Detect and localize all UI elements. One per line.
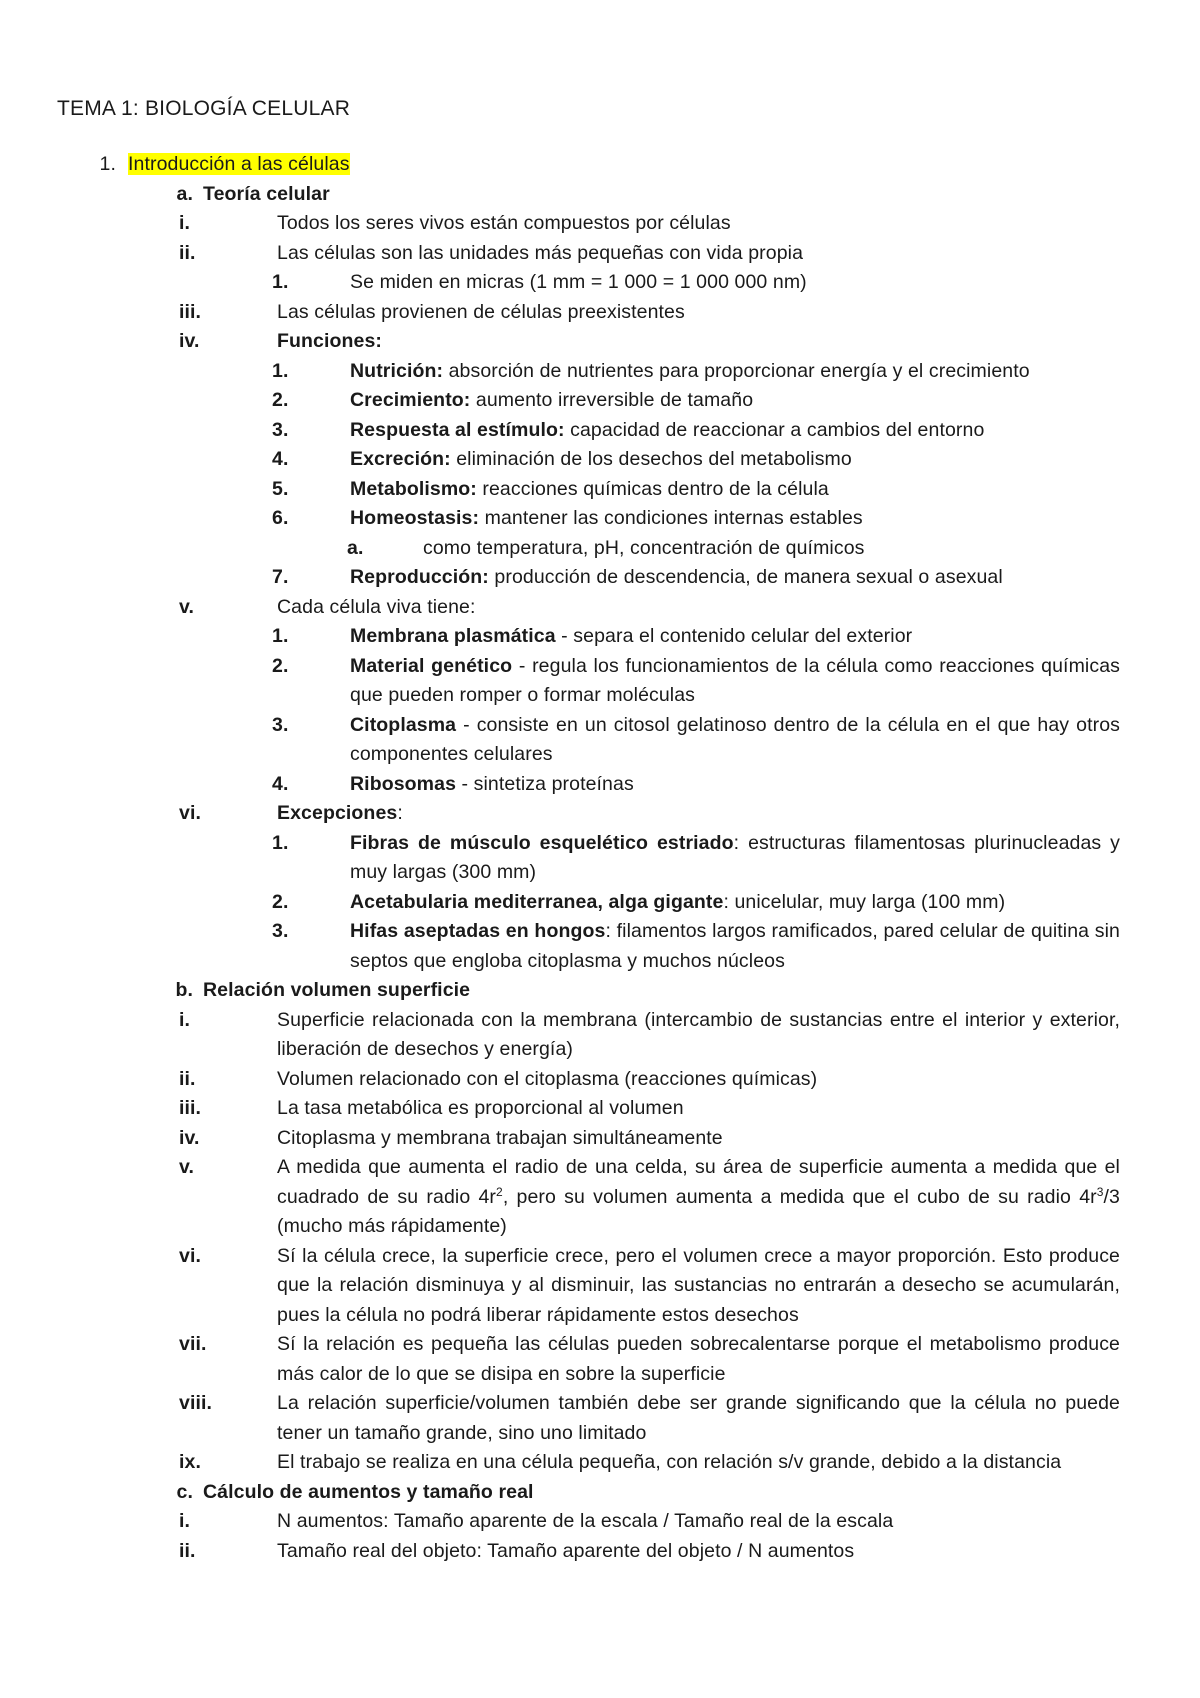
item-text: : [397, 802, 403, 824]
list-item [179, 1242, 1120, 1331]
list-item-text [277, 1540, 854, 1562]
list-item [272, 711, 1120, 770]
item-lead: Relación volumen superficie [203, 979, 471, 1001]
item-text: A medida que aumenta el radio de una celda, su área de superficie aumenta a medida que el cuadrado de su radio 4r [277, 1156, 1120, 1208]
item-text: Las células son las unidades más pequeñas con vida propia [277, 241, 804, 264]
item-text: Se miden en micras (1 mm = 1 000 = 1 000 000 nm) [350, 271, 807, 293]
list-item [179, 1330, 1120, 1389]
list-item-text [277, 1245, 1120, 1326]
list-marker: 3. [272, 418, 289, 441]
list-marker: 1. [272, 271, 289, 293]
item-text-cont: , pero su volumen aumenta a medida que el cubo de su radio 4r [502, 1185, 1097, 1208]
list-item [272, 357, 1120, 387]
list-marker: i. [179, 1510, 191, 1532]
list-item [272, 504, 1120, 534]
list-marker: vii. [179, 1333, 207, 1355]
list-item-text [277, 1156, 1120, 1237]
item-text: Citoplasma y membrana trabajan simultáneamente [277, 1126, 723, 1149]
list-marker: 2. [272, 389, 289, 411]
list-item-text [350, 448, 852, 470]
item-text: - consiste en un citosol gelatinoso dentro de la célula en el que hay otros componentes celulares [350, 713, 1120, 765]
item-lead: Acetabularia mediterranea, alga gigante [350, 890, 724, 913]
list-marker: 4. [272, 448, 289, 470]
item-text: Superficie relacionada con la membrana (intercambio de sustancias entre el interior y exterior, liberación de desechos y energía) [277, 1008, 1120, 1060]
list-marker: ii. [179, 1067, 196, 1090]
list-item-text [277, 1127, 723, 1149]
list-item-text [277, 1097, 684, 1119]
list-item [272, 563, 1120, 593]
list-item [272, 416, 1120, 446]
list-item [179, 1153, 1120, 1242]
item-lead: Membrana plasmática [350, 625, 556, 647]
list-item [179, 1094, 1120, 1124]
item-lead: Teoría celular [203, 182, 330, 205]
list-marker: iii. [179, 300, 202, 323]
item-text: absorción de nutrientes para proporcionar energía y el crecimiento [443, 359, 1030, 382]
item-text: N aumentos: Tamaño aparente de la escala / Tamaño real de la escala [277, 1510, 894, 1532]
list-marker: 3. [272, 920, 289, 942]
item-text: Introducción a las células [128, 153, 350, 175]
list-item-text [203, 183, 330, 205]
list-marker: 2. [272, 654, 289, 677]
list-marker: 7. [272, 566, 289, 588]
list-item [272, 770, 1120, 800]
list-item-text [277, 596, 476, 618]
list-item-text [203, 1481, 534, 1503]
item-lead: Excreción: [350, 448, 451, 470]
item-text: La relación superficie/volumen también debe ser grande significando que la célula no puede tener un tamaño grande, sino uno limitado [277, 1392, 1120, 1444]
list-item-text [350, 773, 634, 795]
item-text: : estructuras filamentosas plurinucleadas y muy largas (300 mm) [350, 831, 1121, 883]
item-text: - regula los funcionamientos de la célula como reacciones químicas que pueden romper o formar moléculas [350, 654, 1120, 706]
list-item [179, 1507, 1120, 1537]
list-item [272, 829, 1121, 888]
list-item-text [128, 153, 350, 175]
list-item-text [277, 330, 382, 352]
list-item-text [350, 507, 863, 529]
item-text: Las células provienen de células preexistentes [277, 300, 685, 323]
list-marker: viii. [179, 1392, 213, 1414]
item-text: capacidad de reaccionar a cambios del entorno [564, 418, 985, 441]
list-item-text [203, 979, 470, 1001]
list-item [179, 327, 1120, 357]
item-text: aumento irreversible de tamaño [470, 389, 754, 411]
item-lead: Material genético [350, 654, 513, 677]
list-item-text [350, 360, 1030, 382]
list-item [272, 917, 1120, 976]
item-lead: Metabolismo: [350, 477, 477, 500]
item-text: mantener las condiciones internas estables [479, 507, 863, 529]
item-lead: Cálculo de aumentos y tamaño real [203, 1480, 534, 1503]
list-item-text [277, 1333, 1120, 1385]
list-marker: 5. [272, 477, 289, 500]
list-item [272, 622, 1120, 652]
list-marker: i. [179, 1008, 191, 1031]
item-lead: Excepciones [277, 802, 398, 824]
list-item [175, 976, 1120, 1006]
list-item-text [350, 832, 1120, 884]
list-item [347, 534, 1120, 564]
item-lead: Crecimiento: [350, 389, 471, 411]
list-marker: v. [179, 595, 195, 618]
list-item [179, 1389, 1120, 1448]
list-item [272, 888, 1120, 918]
item-text: como temperatura, pH, concentración de químicos [423, 536, 865, 559]
list-marker: 1. [99, 153, 116, 175]
list-marker: 4. [272, 772, 289, 795]
list-marker: ii. [179, 1539, 196, 1562]
list-marker: 1. [272, 625, 289, 647]
item-text: Sí la relación es pequeña las células pueden sobrecalentarse porque el metabolismo produce más calor de lo que se disipa en sobre la superficie [277, 1333, 1120, 1385]
list-item [272, 268, 1120, 298]
list-item [179, 1448, 1120, 1478]
list-marker: v. [179, 1156, 195, 1178]
item-lead: Nutrición: [350, 359, 444, 382]
list-marker: b. [175, 979, 193, 1001]
list-item [179, 1065, 1120, 1095]
item-lead: Hifas aseptadas en hongos [350, 920, 606, 942]
item-text: : unicelular, muy larga (100 mm) [723, 890, 1006, 913]
list-item [179, 298, 1120, 328]
list-item [179, 209, 1120, 239]
list-item [272, 652, 1120, 711]
list-marker: a. [347, 536, 364, 559]
list-item-text [350, 655, 1120, 707]
item-text-cont: /3 (mucho más rápidamente) [277, 1185, 1120, 1237]
list-item-text [423, 537, 865, 559]
list-item [272, 386, 1120, 416]
list-marker: ix. [179, 1451, 201, 1473]
list-marker: i. [179, 212, 191, 234]
item-lead: Ribosomas [350, 772, 457, 795]
document-title: TEMA 1: BIOLOGÍA CELULAR [57, 97, 351, 120]
list-item-text [277, 1068, 817, 1090]
list-marker: 6. [272, 507, 289, 529]
item-text: : filamentos largos ramificados, pared celular de quitina sin septos que engloba citoplasma y muchos núcleos [350, 920, 1120, 972]
list-item-text [350, 419, 984, 441]
item-lead: Citoplasma [350, 713, 457, 736]
item-lead: Fibras de músculo esquelético estriado [350, 831, 734, 854]
list-marker: 1. [272, 831, 289, 854]
list-item [99, 150, 1120, 180]
list-item-text [277, 301, 685, 323]
item-text: Volumen relacionado con el citoplasma (reacciones químicas) [277, 1067, 818, 1090]
list-item-text [350, 714, 1120, 766]
list-item-text [350, 389, 753, 411]
list-item-text [277, 1009, 1120, 1061]
item-lead: Funciones: [277, 330, 383, 352]
item-text: producción de descendencia, de manera sexual o asexual [488, 566, 1003, 588]
item-lead: Respuesta al estímulo: [350, 418, 565, 441]
list-item-text [277, 1510, 893, 1532]
item-text: El trabajo se realiza en una célula pequeña, con relación s/v grande, debido a la distancia [277, 1451, 1062, 1473]
superscript: 3 [1096, 1184, 1104, 1199]
list-marker: a. [176, 182, 193, 205]
superscript: 2 [496, 1184, 503, 1199]
list-marker: iv. [179, 330, 200, 352]
list-item [176, 180, 1120, 210]
list-marker: 3. [272, 713, 289, 736]
list-item-text [350, 920, 1120, 972]
list-item [179, 1006, 1120, 1065]
list-item-text [277, 1451, 1061, 1473]
list-item [272, 475, 1120, 505]
list-item [176, 1478, 1120, 1508]
list-item [179, 593, 1120, 623]
list-item-text [277, 1392, 1120, 1444]
item-text: eliminación de los desechos del metabolismo [450, 448, 852, 470]
list-item-text [350, 271, 807, 293]
item-text: - sintetiza proteínas [456, 772, 634, 795]
list-item [179, 1537, 1120, 1567]
list-marker: 2. [272, 890, 289, 913]
list-item [179, 239, 1120, 269]
item-text: Sí la célula crece, la superficie crece, pero el volumen crece a mayor proporción. Esto produce que la relación disminuya y al disminuir, las sustancias no entrarán a desecho se acumularán, pues la célula no podrá liberar rápidamente estos desechos [277, 1244, 1120, 1326]
list-item [179, 1124, 1120, 1154]
item-lead: Homeostasis: [350, 507, 480, 529]
list-item-text [277, 212, 731, 234]
list-item-text [350, 566, 1003, 588]
item-text: Cada célula viva tiene: [277, 595, 476, 618]
list-item [179, 799, 1120, 829]
list-item-text [277, 242, 803, 264]
item-text: reacciones químicas dentro de la célula [476, 477, 829, 500]
list-item-text [277, 802, 403, 824]
item-text: Tamaño real del objeto: Tamaño aparente del objeto / N aumentos [277, 1539, 855, 1562]
list-marker: iv. [179, 1126, 200, 1149]
item-text: Todos los seres vivos están compuestos por células [277, 212, 731, 234]
list-marker: vi. [179, 1244, 201, 1267]
item-text: - separa el contenido celular del exterior [555, 625, 913, 647]
list-item-text [350, 478, 829, 500]
list-marker: ii. [179, 241, 196, 264]
list-item [272, 445, 1120, 475]
list-item-text [350, 625, 912, 647]
list-marker: vi. [179, 802, 201, 824]
list-marker: iii. [179, 1097, 202, 1119]
item-lead: Reproducción: [350, 566, 489, 588]
list-marker: 1. [272, 359, 289, 382]
item-text: La tasa metabólica es proporcional al volumen [277, 1097, 684, 1119]
list-marker: c. [176, 1480, 193, 1503]
list-item-text [350, 891, 1005, 913]
